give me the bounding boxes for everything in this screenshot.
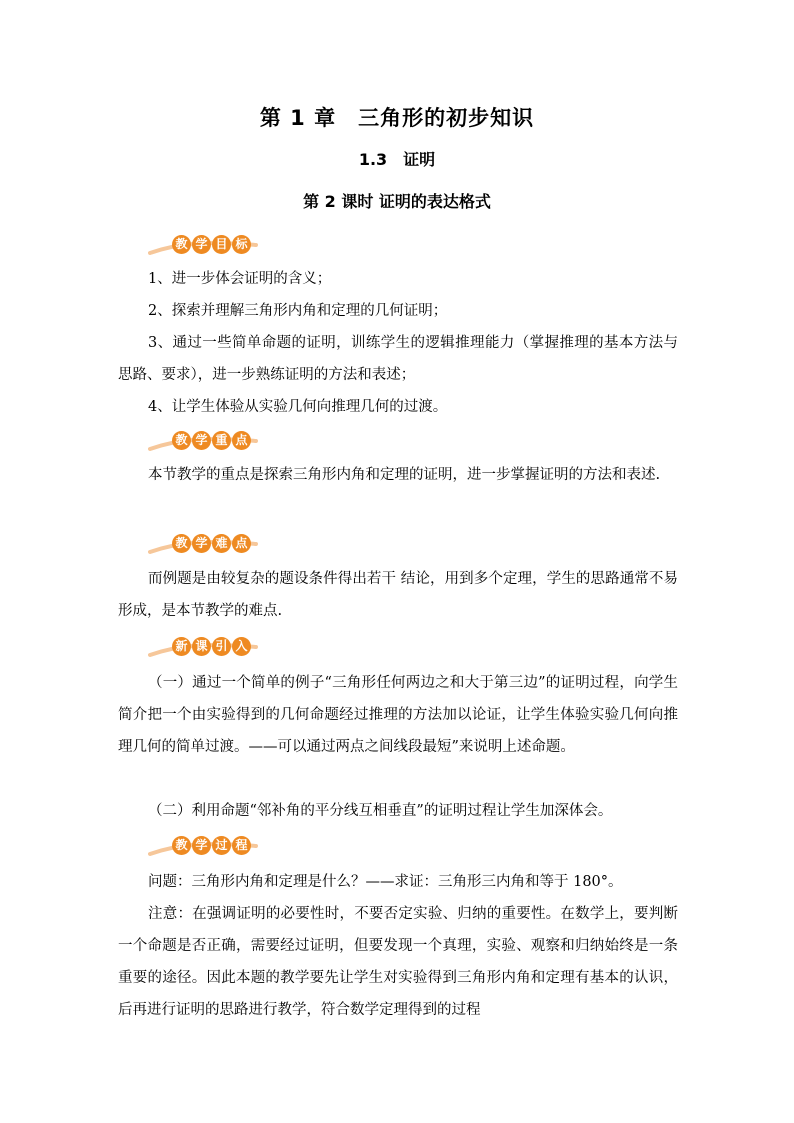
section-header-intro bbox=[148, 633, 251, 659]
badge-char: 教 bbox=[172, 235, 191, 254]
lesson-title: 第 2 课时 证明的表达格式 bbox=[303, 192, 491, 211]
badge-char: 教 bbox=[172, 534, 191, 553]
difficulty-paragraph: 而例题是由较复杂的题设条件得出若干 结论，用到多个定理，学生的思路通常不易形成，是本节教学的难点. bbox=[118, 571, 678, 619]
badge-char: 课 bbox=[192, 637, 211, 656]
badge-char: 难 bbox=[212, 534, 231, 553]
process-paragraph: 问题：三角形内角和定理是什么？——求证：三角形三内角和等于 180°。 bbox=[148, 874, 623, 890]
goal-item: 1、进一步体会证明的含义； bbox=[148, 271, 332, 287]
section-header-process bbox=[148, 832, 251, 858]
goal-item: 3、通过一些简单命题的证明，训练学生的逻辑推理能力（掌握推理的基本方法与思路、要求），进一步熟练证明的方法和表述； bbox=[118, 335, 678, 383]
section-header-difficulty bbox=[148, 530, 251, 556]
badge-char: 过 bbox=[212, 836, 231, 855]
badge-char: 新 bbox=[172, 637, 191, 656]
badge-char: 目 bbox=[212, 235, 231, 254]
section-title: 1.3 证明 bbox=[358, 150, 436, 169]
badge-char: 标 bbox=[232, 235, 251, 254]
badge-char: 入 bbox=[232, 637, 251, 656]
section-header-goals bbox=[148, 231, 251, 257]
chapter-title: 第 1 章 三角形的初步知识 bbox=[259, 106, 535, 130]
badge-char: 点 bbox=[232, 431, 251, 450]
badge-char: 学 bbox=[192, 534, 211, 553]
badge-char: 学 bbox=[192, 836, 211, 855]
badge-char: 点 bbox=[232, 534, 251, 553]
badge-char: 教 bbox=[172, 836, 191, 855]
intro-paragraph: （二）利用命题“邻补角的平分线互相垂直”的证明过程让学生加深体会。 bbox=[148, 803, 613, 819]
badge-char: 学 bbox=[192, 235, 211, 254]
badge-char: 程 bbox=[232, 836, 251, 855]
section-header-key bbox=[148, 427, 251, 453]
badge-char: 教 bbox=[172, 431, 191, 450]
process-paragraph: 注意：在强调证明的必要性时，不要否定实验、归纳的重要性。在数学上，要判断一个命题是否正确，需要经过证明，但要发现一个真理，实验、观察和归纳始终是一条重要的途径。因此本题的教学要先让学生对实验得到三角形内角和定理有基本的认识，后再进行证明的思路进行教学，符合数学定理得到的过程 bbox=[118, 906, 678, 1018]
badge-char: 重 bbox=[212, 431, 231, 450]
intro-paragraph: （一）通过一个简单的例子“三角形任何两边之和大于第三边”的证明过程，向学生简介把一个由实验得到的几何命题经过推理的方法加以论证，让学生体验实验几何向推理几何的简单过渡。——可以通过两点之间线段最短”来说明上述命题。 bbox=[118, 675, 678, 755]
goal-item: 4、让学生体验从实验几何向推理几何的过渡。 bbox=[148, 399, 448, 415]
goal-item: 2、探索并理解三角形内角和定理的几何证明； bbox=[148, 303, 448, 319]
key-paragraph: 本节教学的重点是探索三角形内角和定理的证明，进一步掌握证明的方法和表述. bbox=[148, 467, 661, 483]
badge-char: 引 bbox=[212, 637, 231, 656]
badge-char: 学 bbox=[192, 431, 211, 450]
